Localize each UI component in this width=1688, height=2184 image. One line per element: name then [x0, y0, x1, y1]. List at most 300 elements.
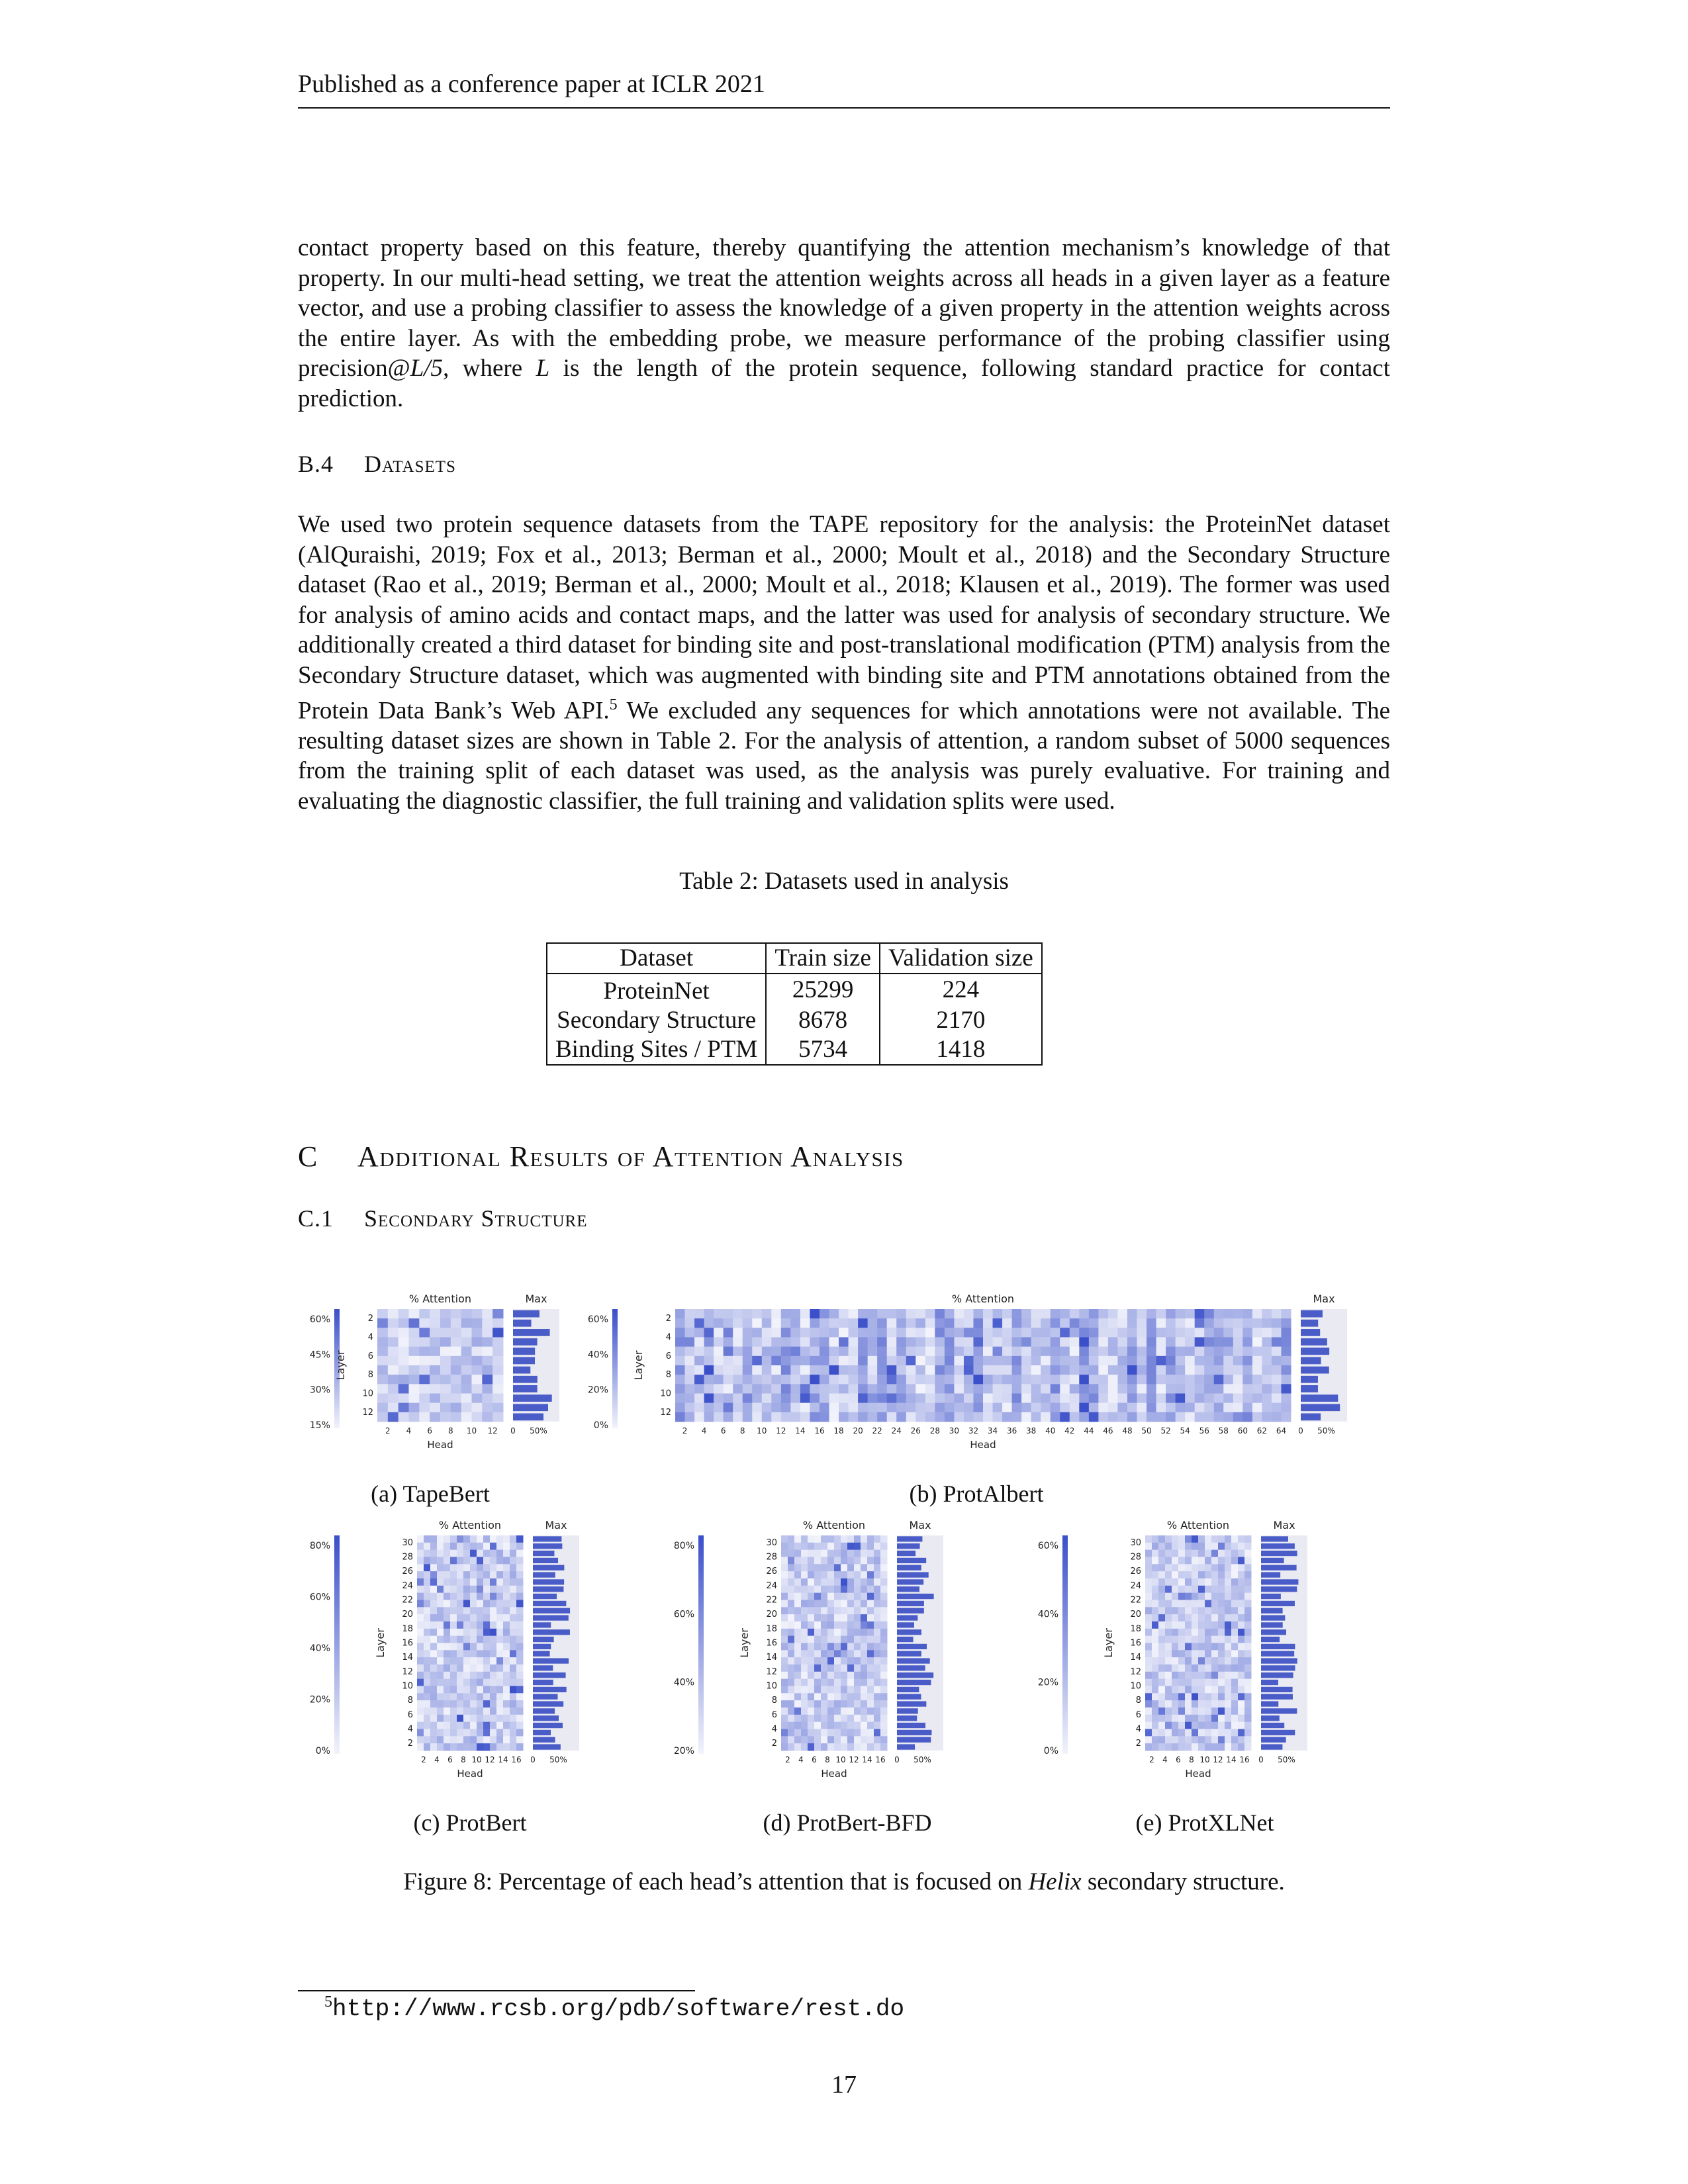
heatmap-cell: [925, 1347, 935, 1357]
heatmap-cell: [834, 1600, 841, 1608]
max-bar: [897, 1715, 917, 1721]
heatmap-cell: [510, 1578, 517, 1586]
heatmap-cell: [1185, 1543, 1192, 1550]
heatmap-cell: [781, 1543, 788, 1550]
heatmap-cell: [1145, 1722, 1152, 1729]
heatmap-cell: [945, 1356, 955, 1366]
heatmap-cell: [1147, 1356, 1156, 1366]
table-header-cell: Train size: [766, 943, 880, 974]
heatmap-cell: [444, 1707, 451, 1715]
heatmap-cell: [935, 1356, 945, 1366]
heatmap-cell: [874, 1578, 881, 1586]
max-bar: [1261, 1601, 1295, 1606]
heatmap-cell: [430, 1743, 438, 1751]
heatmap-cell: [841, 1664, 848, 1672]
heatmap-cell: [482, 1318, 492, 1328]
heatmap-cell: [868, 1375, 878, 1385]
heatmap-cell: [463, 1707, 471, 1715]
heatmap-cell: [887, 1403, 897, 1413]
heatmap-cell: [814, 1743, 821, 1751]
heatmap-cell: [752, 1384, 762, 1394]
heatmap-cell: [788, 1707, 795, 1715]
heatmap-cell: [1137, 1309, 1147, 1319]
heatmap-cell: [1225, 1629, 1232, 1636]
heatmap-cell: [457, 1672, 464, 1679]
heatmap-cell: [1192, 1736, 1199, 1743]
heatmap-cell: [1243, 1309, 1252, 1319]
heatmap-cell: [1225, 1557, 1232, 1565]
heatmap-cell: [1060, 1365, 1070, 1375]
heatmap-cell: [1098, 1412, 1108, 1422]
heatmap-cell: [450, 1607, 457, 1614]
heatmap-cell: [794, 1535, 802, 1543]
heatmap-cell: [1178, 1578, 1186, 1586]
heatmap-cell: [874, 1564, 881, 1571]
heatmap-cell: [1178, 1650, 1186, 1657]
heatmap-cell: [510, 1621, 517, 1629]
heatmap-cell: [496, 1593, 504, 1600]
heatmap-cell: [788, 1564, 795, 1571]
heatmap-cell: [808, 1643, 815, 1651]
x-tick-label: 2: [682, 1426, 688, 1435]
heatmap-cell: [1172, 1629, 1179, 1636]
heatmap-cell: [1158, 1707, 1166, 1715]
heatmap-cell: [915, 1394, 925, 1404]
heatmap-cell: [1172, 1736, 1179, 1743]
heatmap-cell: [1172, 1600, 1179, 1608]
heatmap-cell: [788, 1600, 795, 1608]
heatmap-cell: [477, 1672, 484, 1679]
heatmap-cell: [430, 1412, 440, 1422]
heatmap-cell: [1225, 1672, 1232, 1679]
table-cell: Secondary Structure: [557, 1007, 757, 1034]
heatmap-cell: [1021, 1338, 1031, 1347]
heatmap-cell: [490, 1736, 497, 1743]
heatmap-cell: [430, 1650, 438, 1657]
heatmap-cell: [1158, 1715, 1166, 1722]
heatmap-cell: [877, 1309, 887, 1319]
heatmap-cell: [915, 1365, 925, 1375]
heatmap-cell: [492, 1375, 503, 1385]
heatmap-cell: [1021, 1365, 1031, 1375]
heatmap-cell: [993, 1338, 1003, 1347]
heatmap-cell: [1145, 1700, 1152, 1707]
heatmap-cell: [896, 1412, 906, 1422]
y-tick-label: 24: [766, 1580, 777, 1591]
heatmap-cell: [1178, 1643, 1186, 1651]
heatmap-cell: [424, 1621, 431, 1629]
heatmap-cell: [1172, 1614, 1179, 1621]
heatmap-cell: [790, 1347, 800, 1357]
max-bar: [513, 1347, 535, 1355]
heatmap-title: % Attention: [438, 1519, 502, 1531]
heatmap-cell: [1231, 1650, 1239, 1657]
bar-tick-label: 50%: [1278, 1755, 1295, 1764]
heatmap-cell: [801, 1593, 808, 1600]
max-bar: [897, 1615, 917, 1620]
heatmap-cell: [1205, 1664, 1212, 1672]
heatmap-cell: [1218, 1607, 1225, 1614]
heatmap-cell: [821, 1607, 828, 1614]
heatmap-cell: [1243, 1384, 1252, 1394]
max-bar: [513, 1367, 530, 1374]
heatmap-cell: [814, 1535, 821, 1543]
y-tick-label: 10: [766, 1681, 777, 1692]
heatmap-cell: [814, 1586, 821, 1593]
heatmap-cell: [1223, 1318, 1233, 1328]
heatmap-cell: [839, 1375, 849, 1385]
heatmap-cell: [1252, 1338, 1262, 1347]
heatmap-cell: [1165, 1715, 1172, 1722]
heatmap-cell: [490, 1686, 497, 1694]
heatmap-cell: [841, 1650, 848, 1657]
heatmap-cell: [1021, 1403, 1031, 1413]
heatmap-cell: [1192, 1550, 1199, 1557]
heatmap-cell: [827, 1729, 835, 1737]
heatmap-cell: [801, 1679, 808, 1686]
heatmap-cell: [1244, 1543, 1252, 1550]
heatmap-cell: [1108, 1375, 1118, 1385]
heatmap-cell: [451, 1412, 461, 1422]
heatmap-cell: [827, 1543, 835, 1550]
heatmap-cell: [1176, 1394, 1186, 1404]
heatmap-cell: [854, 1593, 861, 1600]
heatmap-cell: [724, 1338, 733, 1347]
heatmap-cell: [1108, 1318, 1118, 1328]
heatmap-cell: [788, 1729, 795, 1737]
heatmap-cell: [492, 1412, 503, 1422]
max-bar: [533, 1558, 558, 1563]
heatmap-cell: [1145, 1550, 1152, 1557]
heatmap-cell: [1231, 1600, 1239, 1608]
heatmap-cell: [827, 1700, 835, 1707]
heatmap-cell: [800, 1365, 810, 1375]
heatmap-cell: [993, 1309, 1003, 1319]
heatmap-cell: [457, 1686, 464, 1694]
heatmap-cell: [1198, 1693, 1205, 1700]
heatmap-cell: [849, 1338, 859, 1347]
heatmap-cell: [472, 1365, 483, 1375]
heatmap-cell: [463, 1550, 471, 1557]
heatmap-cell: [1225, 1564, 1232, 1571]
heatmap-cell: [945, 1412, 955, 1422]
x-tick-label: 14: [498, 1755, 508, 1764]
heatmap-cell: [945, 1365, 955, 1375]
heatmap-cell: [771, 1412, 781, 1422]
table-row: [547, 1006, 1042, 1035]
heatmap-cell: [1281, 1356, 1291, 1366]
heatmap-cell: [409, 1338, 420, 1347]
heatmap-cell: [450, 1664, 457, 1672]
colorbar-tick-label: 80%: [309, 1541, 330, 1551]
y-tick-label: 2: [665, 1314, 671, 1324]
heatmap-cell: [829, 1384, 839, 1394]
heatmap-cell: [983, 1328, 993, 1338]
x-tick-label: 8: [448, 1426, 453, 1435]
heatmap-cell: [424, 1664, 431, 1672]
heatmap-cell: [867, 1621, 874, 1629]
heatmap-cell: [694, 1384, 704, 1394]
heatmap-cell: [496, 1629, 504, 1636]
heatmap-cell: [492, 1328, 503, 1338]
heatmap-cell: [450, 1729, 457, 1737]
heatmap-cell: [492, 1347, 503, 1357]
footnote-link[interactable]: http://www.rcsb.org/pdb/software/rest.do: [332, 1995, 905, 2023]
max-bar: [1261, 1536, 1288, 1541]
heatmap-cell: [417, 1535, 424, 1543]
heatmap-cell: [1192, 1571, 1199, 1578]
heatmap-cell: [424, 1693, 431, 1700]
heatmap-cell: [463, 1636, 471, 1643]
heatmap-cell: [993, 1365, 1003, 1375]
heatmap-cell: [1166, 1365, 1176, 1375]
heatmap-cell: [1117, 1356, 1127, 1366]
heatmap-cell: [1214, 1309, 1224, 1319]
heatmap-cell: [440, 1384, 451, 1394]
heatmap-cell: [483, 1715, 491, 1722]
heatmap-cell: [954, 1347, 964, 1357]
max-bar: [897, 1737, 931, 1743]
max-bar: [1261, 1644, 1295, 1649]
heatmap-cell: [1238, 1621, 1245, 1629]
heatmap-cell: [1079, 1384, 1089, 1394]
heatmap-cell: [437, 1564, 444, 1571]
heatmap-cell: [925, 1412, 935, 1422]
heatmap-cell: [496, 1743, 504, 1751]
heatmap-cell: [440, 1412, 451, 1422]
heatmap-cell: [814, 1543, 821, 1550]
heatmap-cell: [829, 1309, 839, 1319]
heatmap-cell: [1156, 1384, 1166, 1394]
heatmap-cell: [437, 1672, 444, 1679]
heatmap-cell: [1225, 1707, 1232, 1715]
heatmap-cell: [1214, 1338, 1224, 1347]
heatmap-cell: [820, 1365, 829, 1375]
heatmap-cell: [1244, 1707, 1252, 1715]
max-bar: [1301, 1404, 1340, 1411]
heatmap-cell: [1041, 1328, 1051, 1338]
heatmap-cell: [1041, 1384, 1051, 1394]
x-tick-label: 12: [776, 1426, 786, 1435]
x-tick-label: 38: [1026, 1426, 1037, 1435]
heatmap-cell: [841, 1643, 848, 1651]
heatmap-cell: [1204, 1338, 1214, 1347]
heatmap-cell: [450, 1614, 457, 1621]
heatmap-cell: [794, 1607, 802, 1614]
heatmap-cell: [1231, 1693, 1239, 1700]
heatmap-cell: [1156, 1328, 1166, 1338]
colorbar: [1062, 1535, 1068, 1754]
heatmap-cell: [880, 1621, 888, 1629]
heatmap-cell: [1238, 1535, 1245, 1543]
heatmap-cell: [430, 1403, 440, 1413]
heatmap-cell: [867, 1679, 874, 1686]
heatmap-cell: [1152, 1643, 1159, 1651]
heatmap-cell: [490, 1650, 497, 1657]
heatmap-cell: [788, 1543, 795, 1550]
heatmap-cell: [752, 1328, 762, 1338]
heatmap-cell: [675, 1375, 685, 1385]
heatmap-cell: [790, 1365, 800, 1375]
heatmap-cell: [874, 1550, 881, 1557]
heatmap-cell: [1137, 1384, 1147, 1394]
heatmap-cell: [482, 1412, 492, 1422]
heatmap-cell: [516, 1557, 524, 1565]
heatmap-cell: [906, 1328, 916, 1338]
heatmap-cell: [814, 1557, 821, 1565]
heatmap-cell: [801, 1650, 808, 1657]
y-tick-label: 12: [402, 1666, 413, 1677]
heatmap-cell: [1176, 1403, 1186, 1413]
heatmap-cell: [1211, 1621, 1219, 1629]
heatmap-cell: [1172, 1557, 1179, 1565]
heatmap-cell: [490, 1657, 497, 1664]
heatmap-cell: [1156, 1318, 1166, 1328]
heatmap-cell: [821, 1643, 828, 1651]
heatmap-cell: [983, 1347, 993, 1357]
heatmap-cell: [983, 1356, 993, 1366]
heatmap-cell: [1165, 1736, 1172, 1743]
heatmap-cell: [1252, 1412, 1262, 1422]
heatmap-cell: [781, 1700, 788, 1707]
heatmap-cell: [771, 1356, 781, 1366]
heatmap-cell: [915, 1403, 925, 1413]
heatmap-cell: [1108, 1347, 1118, 1357]
heatmap-cell: [849, 1365, 859, 1375]
heatmap-cell: [1031, 1375, 1041, 1385]
heatmap-cell: [808, 1543, 815, 1550]
heatmap-cell: [1231, 1686, 1239, 1694]
heatmap-cell: [1185, 1700, 1192, 1707]
heatmap-cell: [1051, 1403, 1060, 1413]
heatmap-cell: [1012, 1394, 1022, 1404]
heatmap-cell: [482, 1356, 492, 1366]
heatmap-cell: [810, 1365, 820, 1375]
heatmap-cell: [1244, 1614, 1252, 1621]
colorbar-tick-label: 30%: [309, 1385, 330, 1396]
heatmap-cell: [444, 1693, 451, 1700]
heatmap-cell: [861, 1679, 868, 1686]
heatmap-cell: [733, 1318, 743, 1328]
heatmap-cell: [800, 1328, 810, 1338]
heatmap-cell: [821, 1693, 828, 1700]
heatmap-cell: [1198, 1686, 1205, 1694]
heatmap-cell: [1117, 1412, 1127, 1422]
intro-paragraph: [298, 233, 1390, 414]
heatmap-cell: [457, 1593, 464, 1600]
y-tick-label: 8: [665, 1370, 671, 1381]
heatmap-cell: [880, 1650, 888, 1657]
heatmap-cell: [1127, 1318, 1137, 1328]
heatmap-cell: [1192, 1621, 1199, 1629]
heatmap-cell: [1205, 1600, 1212, 1608]
heatmap-cell: [444, 1657, 451, 1664]
heatmap-cell: [1195, 1328, 1205, 1338]
heatmap-cell: [874, 1722, 881, 1729]
heatmap-cell: [762, 1338, 772, 1347]
heatmap-cell: [849, 1347, 859, 1357]
heatmap-cell: [820, 1384, 829, 1394]
heatmap-cell: [1145, 1593, 1152, 1600]
heatmap-cell: [834, 1743, 841, 1751]
heatmap-cell: [1211, 1629, 1219, 1636]
heatmap-cell: [867, 1672, 874, 1679]
heatmap-cell: [1158, 1722, 1166, 1729]
heatmap-cell: [854, 1736, 861, 1743]
heatmap-cell: [1205, 1679, 1212, 1686]
heatmap-cell: [925, 1356, 935, 1366]
heatmap-cell: [841, 1700, 848, 1707]
heatmap-cell: [483, 1707, 491, 1715]
heatmap-cell: [477, 1743, 484, 1751]
heatmap-cell: [430, 1664, 438, 1672]
heatmap-cell: [801, 1550, 808, 1557]
heatmap-cell: [877, 1347, 887, 1357]
heatmap-cell: [1233, 1375, 1243, 1385]
heatmap-cell: [1051, 1356, 1060, 1366]
heatmap-cell: [887, 1309, 897, 1319]
heatmap-cell: [808, 1707, 815, 1715]
heatmap-cell: [516, 1571, 524, 1578]
heatmap-cell: [781, 1375, 791, 1385]
heatmap-cell: [503, 1650, 510, 1657]
heatmap-cell: [496, 1564, 504, 1571]
heatmap-cell: [461, 1338, 472, 1347]
y-tick-label: 12: [660, 1407, 671, 1418]
heatmap-cell: [867, 1578, 874, 1586]
heatmap-cell: [685, 1412, 695, 1422]
heatmap-cell: [470, 1564, 477, 1571]
heatmap-cell: [477, 1715, 484, 1722]
heatmap-cell: [463, 1571, 471, 1578]
heatmap-cell: [444, 1686, 451, 1694]
heatmap-cell: [781, 1593, 788, 1600]
heatmap-cell: [1185, 1550, 1192, 1557]
max-bar: [897, 1608, 924, 1614]
heatmap-cell: [724, 1347, 733, 1357]
heatmap-cell: [1031, 1412, 1041, 1422]
y-tick-label: 26: [1130, 1567, 1141, 1577]
max-bar: [1301, 1329, 1320, 1336]
heatmap-cell: [1152, 1679, 1159, 1686]
x-tick-label: 6: [812, 1755, 817, 1764]
heatmap-cell: [510, 1729, 517, 1737]
heatmap-cell: [1204, 1394, 1214, 1404]
heatmap-cell: [771, 1403, 781, 1413]
heatmap-cell: [510, 1715, 517, 1722]
heatmap-cell: [430, 1375, 440, 1385]
heatmap-cell: [463, 1593, 471, 1600]
heatmap-cell: [1060, 1412, 1070, 1422]
heatmap-cell: [724, 1309, 733, 1319]
heatmap-cell: [867, 1636, 874, 1643]
heatmap-cell: [430, 1643, 438, 1651]
heatmap-cell: [704, 1384, 714, 1394]
y-tick-label: 20: [766, 1610, 777, 1620]
heatmap-cell: [868, 1403, 878, 1413]
heatmap-cell: [841, 1564, 848, 1571]
heatmap-cell: [496, 1657, 504, 1664]
heatmap-cell: [516, 1614, 524, 1621]
heatmap-cell: [1214, 1365, 1224, 1375]
heatmap-cell: [781, 1365, 791, 1375]
heatmap-cell: [470, 1686, 477, 1694]
heatmap-cell: [675, 1384, 685, 1394]
heatmap-cell: [1060, 1309, 1070, 1319]
heatmap-cell: [430, 1571, 438, 1578]
heatmap-cell: [444, 1550, 451, 1557]
y-tick-label: 14: [402, 1653, 413, 1663]
